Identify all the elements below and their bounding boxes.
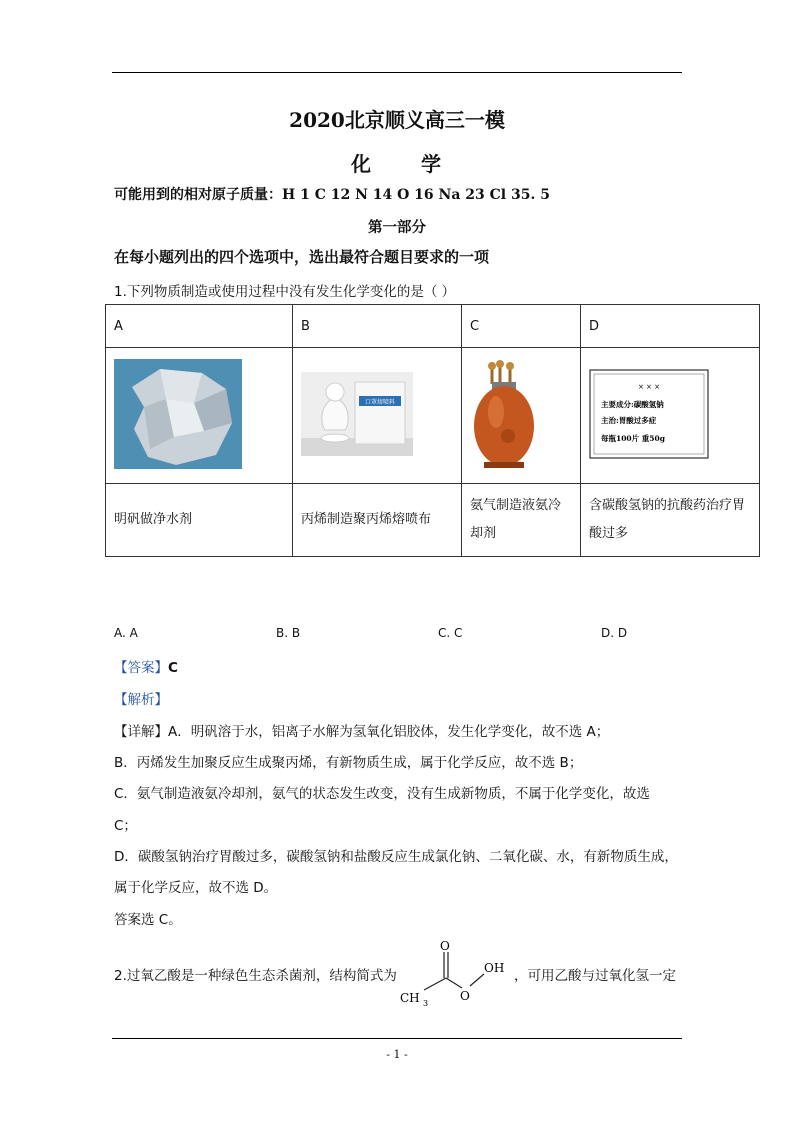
svg-text:OH: OH (484, 961, 505, 975)
options-table (105, 304, 760, 557)
option-b-caption: 丙烯制造聚丙烯熔喷布 (293, 484, 462, 557)
option-d-header: D (581, 305, 760, 348)
choice-c: C. C (438, 626, 463, 640)
peracetic-acid-structure (396, 936, 518, 1012)
choice-d: D. D (601, 626, 628, 640)
svg-text:主要成分:碳酸氢钠: 主要成分:碳酸氢钠 (601, 399, 664, 409)
svg-text:O: O (460, 989, 470, 1003)
medicine-label-image (589, 369, 709, 459)
explanation-line-4: C； (114, 818, 137, 834)
option-b-image-cell (293, 348, 462, 484)
option-a-image-cell (106, 348, 293, 484)
instruction: 在每小题列出的四个选项中，选出最符合题目要求的一项 (114, 248, 490, 266)
meltblown-material-image (301, 372, 413, 456)
choice-b: B. B (276, 626, 301, 640)
option-d-caption: 含碳酸氢钠的抗酸药治疗胃酸过多 (581, 484, 760, 557)
choice-a: A. A (114, 626, 138, 640)
exam-title: 2020北京顺义高三一模 (289, 108, 505, 132)
alum-crystal-image (114, 359, 242, 469)
svg-text:口罩熔喷料: 口罩熔喷料 (364, 398, 396, 406)
refrigerant-tank-image (470, 354, 566, 474)
option-c-image-cell (462, 348, 581, 484)
svg-text:3: 3 (423, 999, 429, 1008)
option-b-header: B (293, 305, 462, 348)
svg-text:CH: CH (400, 991, 420, 1005)
svg-text:× × ×: × × × (637, 382, 661, 391)
question-2-stem-end: ，可用乙酸与过氧化氢一定 (514, 968, 676, 984)
svg-text:每瓶100片 重50g: 每瓶100片 重50g (601, 433, 665, 443)
svg-text:主治:胃酸过多症: 主治:胃酸过多症 (601, 415, 657, 425)
subject-title: 化 学 (351, 152, 443, 176)
explanation-line-1: 【详解】A．明矾溶于水，铝离子水解为氢氧化铝胶体，发生化学变化，故不选 A； (114, 724, 610, 740)
answer-line: 【答案】C (114, 660, 178, 676)
option-a-caption: 明矾做净水剂 (106, 484, 293, 557)
bottom-rule (112, 1038, 682, 1039)
explanation-line-3: C．氨气制造液氨冷却剂，氨气的状态发生改变，没有生成新物质，不属于化学变化，故选 (114, 786, 650, 802)
analysis-tag: 【解析】 (114, 692, 168, 708)
explanation-line-5: D．碳酸氢钠治疗胃酸过多，碳酸氢钠和盐酸反应生成氯化钠、二氧化碳、水，有新物质生成， (114, 849, 678, 865)
question-1-stem: 1.下列物质制造或使用过程中没有发生化学变化的是（ ） (114, 284, 456, 300)
option-c-header: C (462, 305, 581, 348)
svg-text:O: O (440, 939, 450, 953)
top-rule (112, 72, 682, 73)
option-a-header: A (106, 305, 293, 348)
option-d-image-cell (581, 348, 760, 484)
atomic-masses: 可能用到的相对原子质量：H 1 C 12 N 14 O 16 Na 23 Cl 35. 5 (114, 187, 550, 203)
option-c-caption: 氨气制造液氨冷却剂 (462, 484, 581, 557)
question-2-stem-start: 2.过氧乙酸是一种绿色生态杀菌剂，结构简式为 (114, 968, 397, 984)
part-heading: 第一部分 (368, 219, 426, 236)
page-number: - 1 - (386, 1048, 408, 1061)
explanation-line-7: 答案选 C。 (114, 912, 182, 928)
explanation-line-2: B．丙烯发生加聚反应生成聚丙烯，有新物质生成，属于化学反应，故不选 B； (114, 755, 583, 771)
explanation-line-6: 属于化学反应，故不选 D。 (114, 880, 278, 896)
